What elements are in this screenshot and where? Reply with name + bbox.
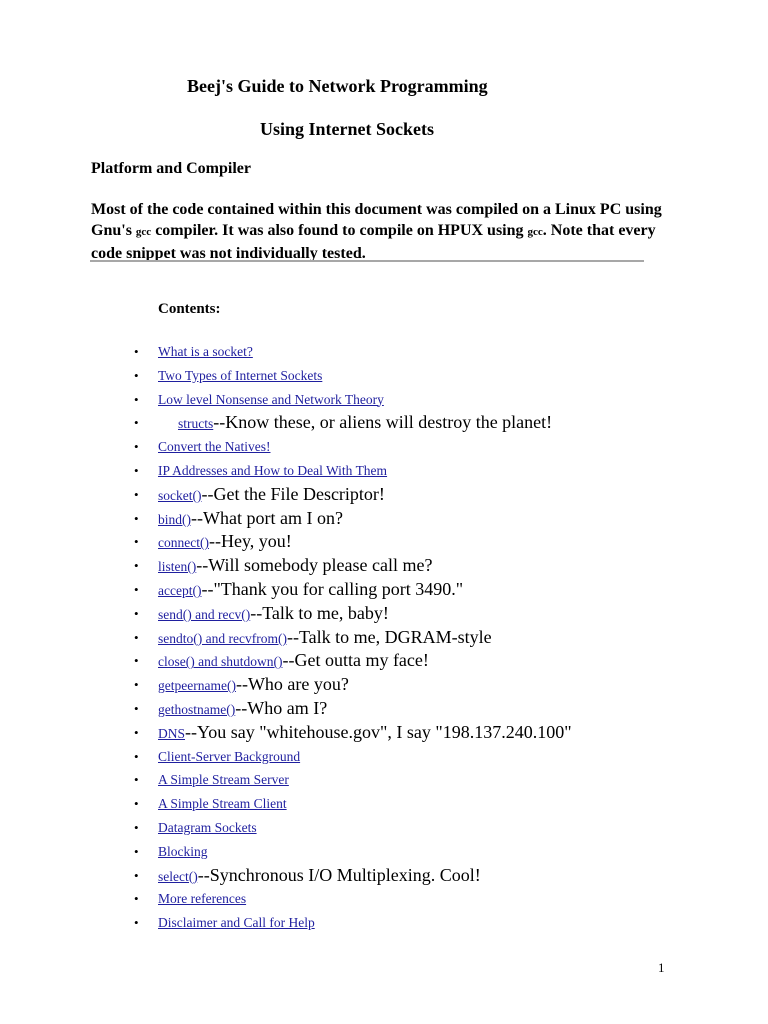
section-heading: Platform and Compiler [91,160,251,177]
toc-entry [158,530,292,555]
toc-link[interactable]: Client-Server Background [158,748,301,764]
toc-link[interactable]: send() and recv() [158,606,251,622]
intro-line-2-part-c: . Note that every [542,222,656,239]
intro-line-2 [91,220,701,243]
toc-link[interactable]: connect() [158,535,209,551]
bullet-icon: • [134,415,139,431]
intro-line-1: Most of the code contained within this document was compiled on a Linux PC using [91,201,662,218]
toc-entry [158,887,246,911]
toc-description: --Get the File Descriptor! [201,483,385,504]
toc-description: --You say "whitehouse.gov", I say "198.137.240.100" [185,721,572,742]
toc-link[interactable]: Two Types of Internet Sockets [158,367,323,383]
toc-link[interactable]: bind() [158,511,191,527]
contents-label: Contents: [158,301,221,317]
toc-entry [158,721,572,746]
toc-link[interactable]: select() [158,868,198,884]
toc-entry [158,483,385,508]
toc-entry [158,435,270,459]
toc-link[interactable]: sendto() and recvfrom() [158,630,287,646]
bullet-icon: • [134,724,139,740]
horizontal-rule [90,260,644,262]
toc-description: --"Thank you for calling port 3490." [201,578,464,599]
bullet-icon: • [134,700,139,716]
toc-link[interactable]: Low level Nonsense and Network Theory [158,391,384,407]
toc-entry [158,816,257,840]
toc-description: --Know these, or aliens will destroy the planet! [213,412,553,433]
bullet-icon: • [134,891,139,907]
toc-link[interactable]: gethostname() [158,701,236,717]
toc-entry [158,626,492,651]
toc-link[interactable]: socket() [158,487,202,503]
bullet-icon: • [134,772,139,788]
bullet-icon: • [134,510,139,526]
bullet-icon: • [134,867,139,883]
intro-line-2-part-b: compiler. It was also found to compile on HPUX using [151,222,528,239]
bullet-icon: • [134,605,139,621]
bullet-icon: • [134,534,139,550]
page-number: 1 [658,960,665,975]
toc-entry [158,768,289,792]
toc-entry [158,864,481,889]
toc-entry [158,673,349,698]
toc-link[interactable]: close() and shutdown() [158,654,283,670]
toc-entry [158,911,315,935]
gcc-code-2: gcc [527,226,543,238]
bullet-icon: • [134,344,139,359]
bullet-icon: • [134,748,139,764]
toc-link[interactable]: Disclaimer and Call for Help [158,915,315,931]
toc-link[interactable]: IP Addresses and How to Deal With Them [158,462,388,478]
toc-link[interactable]: accept() [158,582,202,598]
toc-link[interactable]: Datagram Sockets [158,819,257,835]
toc-link[interactable]: Blocking [158,843,208,859]
toc-entry [158,507,343,532]
toc-link[interactable]: A Simple Stream Client [158,796,287,812]
bullet-icon: • [134,558,139,574]
toc-link[interactable]: A Simple Stream Server [158,772,289,788]
toc-description: --Talk to me, baby! [250,602,389,623]
bullet-icon: • [134,843,139,859]
toc-link[interactable]: getpeername() [158,678,236,694]
toc-link[interactable]: structs [178,416,214,432]
toc-entry [158,745,300,769]
toc-description: --Hey, you! [208,531,292,552]
bullet-icon: • [134,629,139,645]
toc-description: --Get outta my face! [282,650,429,671]
bullet-icon: • [134,653,139,669]
toc-entry [158,364,322,388]
toc-link[interactable]: More references [158,891,247,907]
document-title: Beej's Guide to Network Programming [187,76,488,96]
bullet-icon: • [134,391,139,407]
bullet-icon: • [134,367,139,383]
bullet-icon: • [134,581,139,597]
toc-entry [158,697,327,722]
toc-entry [158,459,387,483]
toc-link[interactable]: What is a socket? [158,344,253,359]
bullet-icon: • [134,796,139,812]
toc-description: --Talk to me, DGRAM-style [286,626,492,647]
toc-description: --Will somebody please call me? [196,555,433,576]
toc-entry [158,602,389,627]
bullet-icon: • [134,677,139,693]
bullet-icon: • [134,462,139,478]
toc-entry [178,411,552,436]
intro-paragraph [91,199,701,264]
toc-description: --Synchronous I/O Multiplexing. Cool! [197,864,481,885]
toc-description: --What port am I on? [191,507,343,528]
toc-link[interactable]: DNS [158,725,186,741]
gcc-code-1: gcc [135,226,152,238]
document-subtitle: Using Internet Sockets [260,119,434,139]
toc-entry [158,388,384,412]
bullet-icon: • [134,439,139,455]
toc-description: --Who are you? [235,674,349,695]
toc-entry [158,649,429,674]
toc-link[interactable]: listen() [158,559,197,575]
bullet-icon: • [134,486,139,502]
toc-entry [158,792,287,816]
bullet-icon: • [134,819,139,835]
toc-entry [158,840,208,864]
intro-line-3: code snippet was not individually tested. [91,245,366,262]
toc-entry [158,578,463,603]
intro-line-2-part-a: Gnu's [91,222,136,239]
toc-description: --Who am I? [235,697,328,718]
toc-entry [158,340,253,364]
bullet-icon: • [134,915,139,931]
toc-entry [158,554,432,579]
toc-link[interactable]: Convert the Natives! [158,439,271,455]
